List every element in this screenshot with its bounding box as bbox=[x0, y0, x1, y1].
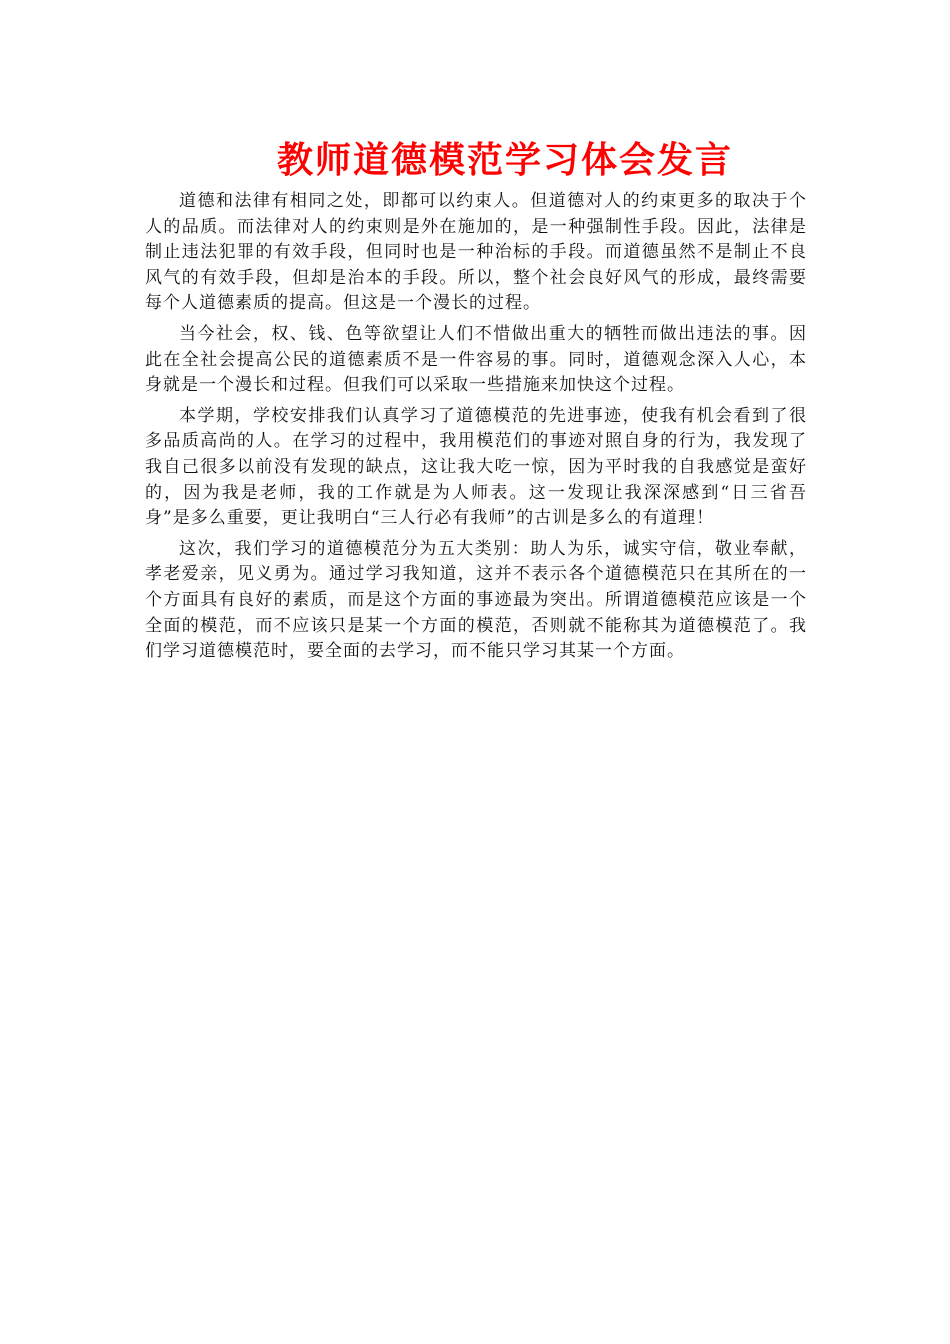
paragraph-2: 当今社会，权、钱、色等欲望让人们不惜做出重大的牺牲而做出违法的事。因此在全社会提高公民的道德素质不是一件容易的事。同时，道德观念深入人心，本身就是一个漫长和过程。但我们可以采取一些措施来加快这个过程。 bbox=[145, 323, 807, 396]
document-title: 教师道德模范学习体会发言 bbox=[276, 139, 733, 181]
paragraph-1: 道德和法律有相同之处，即都可以约束人。但道德对人的约束更多的取决于个人的品质。而法律对人的约束则是外在施加的，是一种强制性手段。因此，法律是制止违法犯罪的有效手段，但同时也是一种治标的手段。而道德虽然不是制止不良风气的有效手段，但却是治本的手段。所以，整个社会良好风气的形成，最终需要每个人道德素质的提高。但这是一个漫长的过程。 bbox=[145, 191, 807, 314]
document-body bbox=[145, 189, 807, 670]
paragraph-4: 这次，我们学习的道德模范分为五大类别：助人为乐，诚实守信，敬业奉献，孝老爱亲，见义勇为。通过学习我知道，这并不表示各个道德模范只在其所在的一个方面具有良好的素质，而是这个方面的事迹最为突出。所谓道德模范应该是一个全面的模范，而不应该只是某一个方面的模范，否则就不能称其为道德模范了。我们学习道德模范时，要全面的去学习，而不能只学习其某一个方面。 bbox=[145, 538, 807, 662]
paragraph-3: 本学期，学校安排我们认真学习了道德模范的先进事迹，使我有机会看到了很多品质高尚的人。在学习的过程中，我用模范们的事迹对照自身的行为，我发现了我自己很多以前没有发现的缺点，这让我大吃一惊，因为平时我的自我感觉是蛮好的，因为我是老师，我的工作就是为人师表。这一发现让我深深感到“日三省吾身”是多么重要，更让我明白“三人行必有我师”的古训是多么的有道理！ bbox=[145, 405, 807, 529]
